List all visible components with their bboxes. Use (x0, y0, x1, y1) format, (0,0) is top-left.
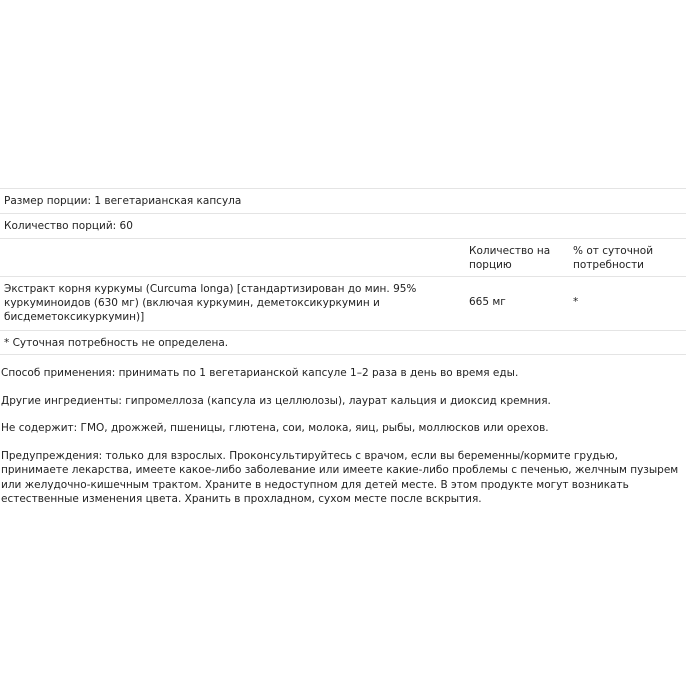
ingredient-amount: 665 мг (469, 296, 506, 308)
warnings-text: Предупреждения: только для взрослых. Проконсультируйтесь с врачом, если вы беременны/кормите грудью, принимаете лекарства, имеете какое-либо заболевание или имеете какие-либо проблемы с печенью, желчным пузырем или желудочно-кишечным трактом. Храните в недоступном для детей месте. В этом продукте могут возникать естественные изменения цвета. Хранить в прохладном, сухом месте после вскрытия. (1, 449, 679, 505)
supplement-facts-table (0, 188, 686, 355)
amount-column-header: Количество на порцию (469, 245, 551, 271)
product-notes (1, 366, 681, 517)
servings-per-container-row (0, 213, 686, 238)
daily-value-column-header: % от суточной потребности (573, 245, 654, 271)
ingredient-name: Экстракт корня куркумы (Curcuma longa) [стандартизирован до мин. 95% куркуминоидов (630 мг) (включая куркумин, деметоксикуркумин и бисдеметоксикуркумин)] (4, 283, 417, 323)
servings-per-container-text: Количество порций: 60 (4, 220, 133, 232)
other-ingredients-text: Другие ингредиенты: гипромеллоза (капсула из целлюлозы), лаурат кальция и диоксид кремния. (1, 394, 551, 407)
serving-size-text: Размер порции: 1 вегетарианская капсула (4, 195, 242, 207)
table-row (0, 276, 686, 330)
ingredient-daily-value: * (573, 296, 579, 308)
serving-size-row (0, 188, 686, 213)
usage-text: Способ применения: принимать по 1 вегетарианской капсуле 1–2 раза в день во время еды. (1, 367, 519, 379)
table-header-row (0, 238, 686, 276)
free-of-text: Не содержит: ГМО, дрожжей, пшеницы, глютена, сои, молока, яиц, рыбы, моллюсков или орехов. (1, 422, 549, 434)
footnote-row (0, 330, 686, 355)
footnote-text: * Суточная потребность не определена. (4, 337, 229, 349)
